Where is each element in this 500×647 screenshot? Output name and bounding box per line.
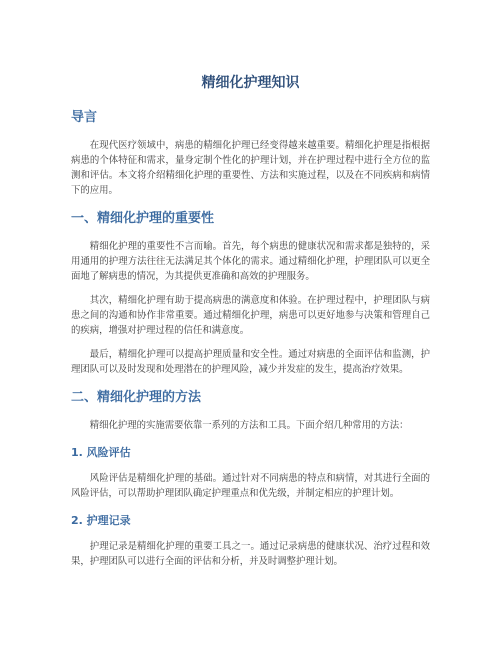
spacer [71,528,430,539]
importance-paragraph-1: 精细化护理的重要性不言而喻。首先，每个病患的健康状况和需求都是独特的，采用通用的护理方法往往无法满足其个体化的需求。通过精细化护理，护理团队可以更全面地了解病患的情况，为其提供更准确和高效的护理服务。 [71,241,430,282]
method-1-heading: 1. 风险评估 [71,446,131,459]
spacer [71,377,430,389]
methods-intro-paragraph: 精细化护理的实施需要依靠一系列的方法和工具。下面介绍几种常用的方法： [89,420,409,431]
spacer [71,407,430,418]
spacer [71,460,430,471]
intro-heading: 导言 [71,110,98,125]
document-title: 精细化护理知识 [201,75,300,91]
method-1-paragraph: 风险评估是精细化护理的基础。通过针对不同病患的特点和病情，对其进行全面的风险评估，可以帮助护理团队确定护理重点和优先级，并制定相应的护理计划。 [71,473,430,499]
spacer [71,127,430,138]
spacer [71,338,430,347]
spacer [71,501,430,513]
method-2-heading: 2. 护理记录 [71,514,131,527]
spacer [71,433,430,445]
spacer [71,284,430,293]
methods-heading: 二、精细化护理的方法 [71,390,202,405]
spacer [71,198,430,210]
intro-paragraph: 在现代医疗领域中，病患的精细化护理已经变得越来越重要。精细化护理是指根据病患的个体特征和需求，量身定制个性化的护理计划，并在护理过程中进行全方位的监测和评估。本文将介绍精细化护理的重要性、方法和实施过程，以及在不同疾病和病情下的应用。 [71,140,430,196]
spacer [71,228,430,239]
importance-heading: 一、精细化护理的重要性 [71,211,215,226]
method-2-paragraph: 护理记录是精细化护理的重要工具之一。通过记录病患的健康状况、治疗过程和效果，护理团队可以进行全面的评估和分析，并及时调整护理计划。 [71,541,430,567]
spacer [71,92,430,109]
importance-paragraph-3: 最后，精细化护理可以提高护理质量和安全性。通过对病患的全面评估和监测，护理团队可以及时发现和处理潜在的护理风险，减少并发症的发生，提高治疗效果。 [71,349,430,375]
importance-paragraph-2: 其次，精细化护理有助于提高病患的满意度和体验。在护理过程中，护理团队与病患之间的沟通和协作非常重要。通过精细化护理，病患可以更好地参与决策和管理自己的疾病，增强对护理过程的信任和满意度。 [71,295,430,336]
